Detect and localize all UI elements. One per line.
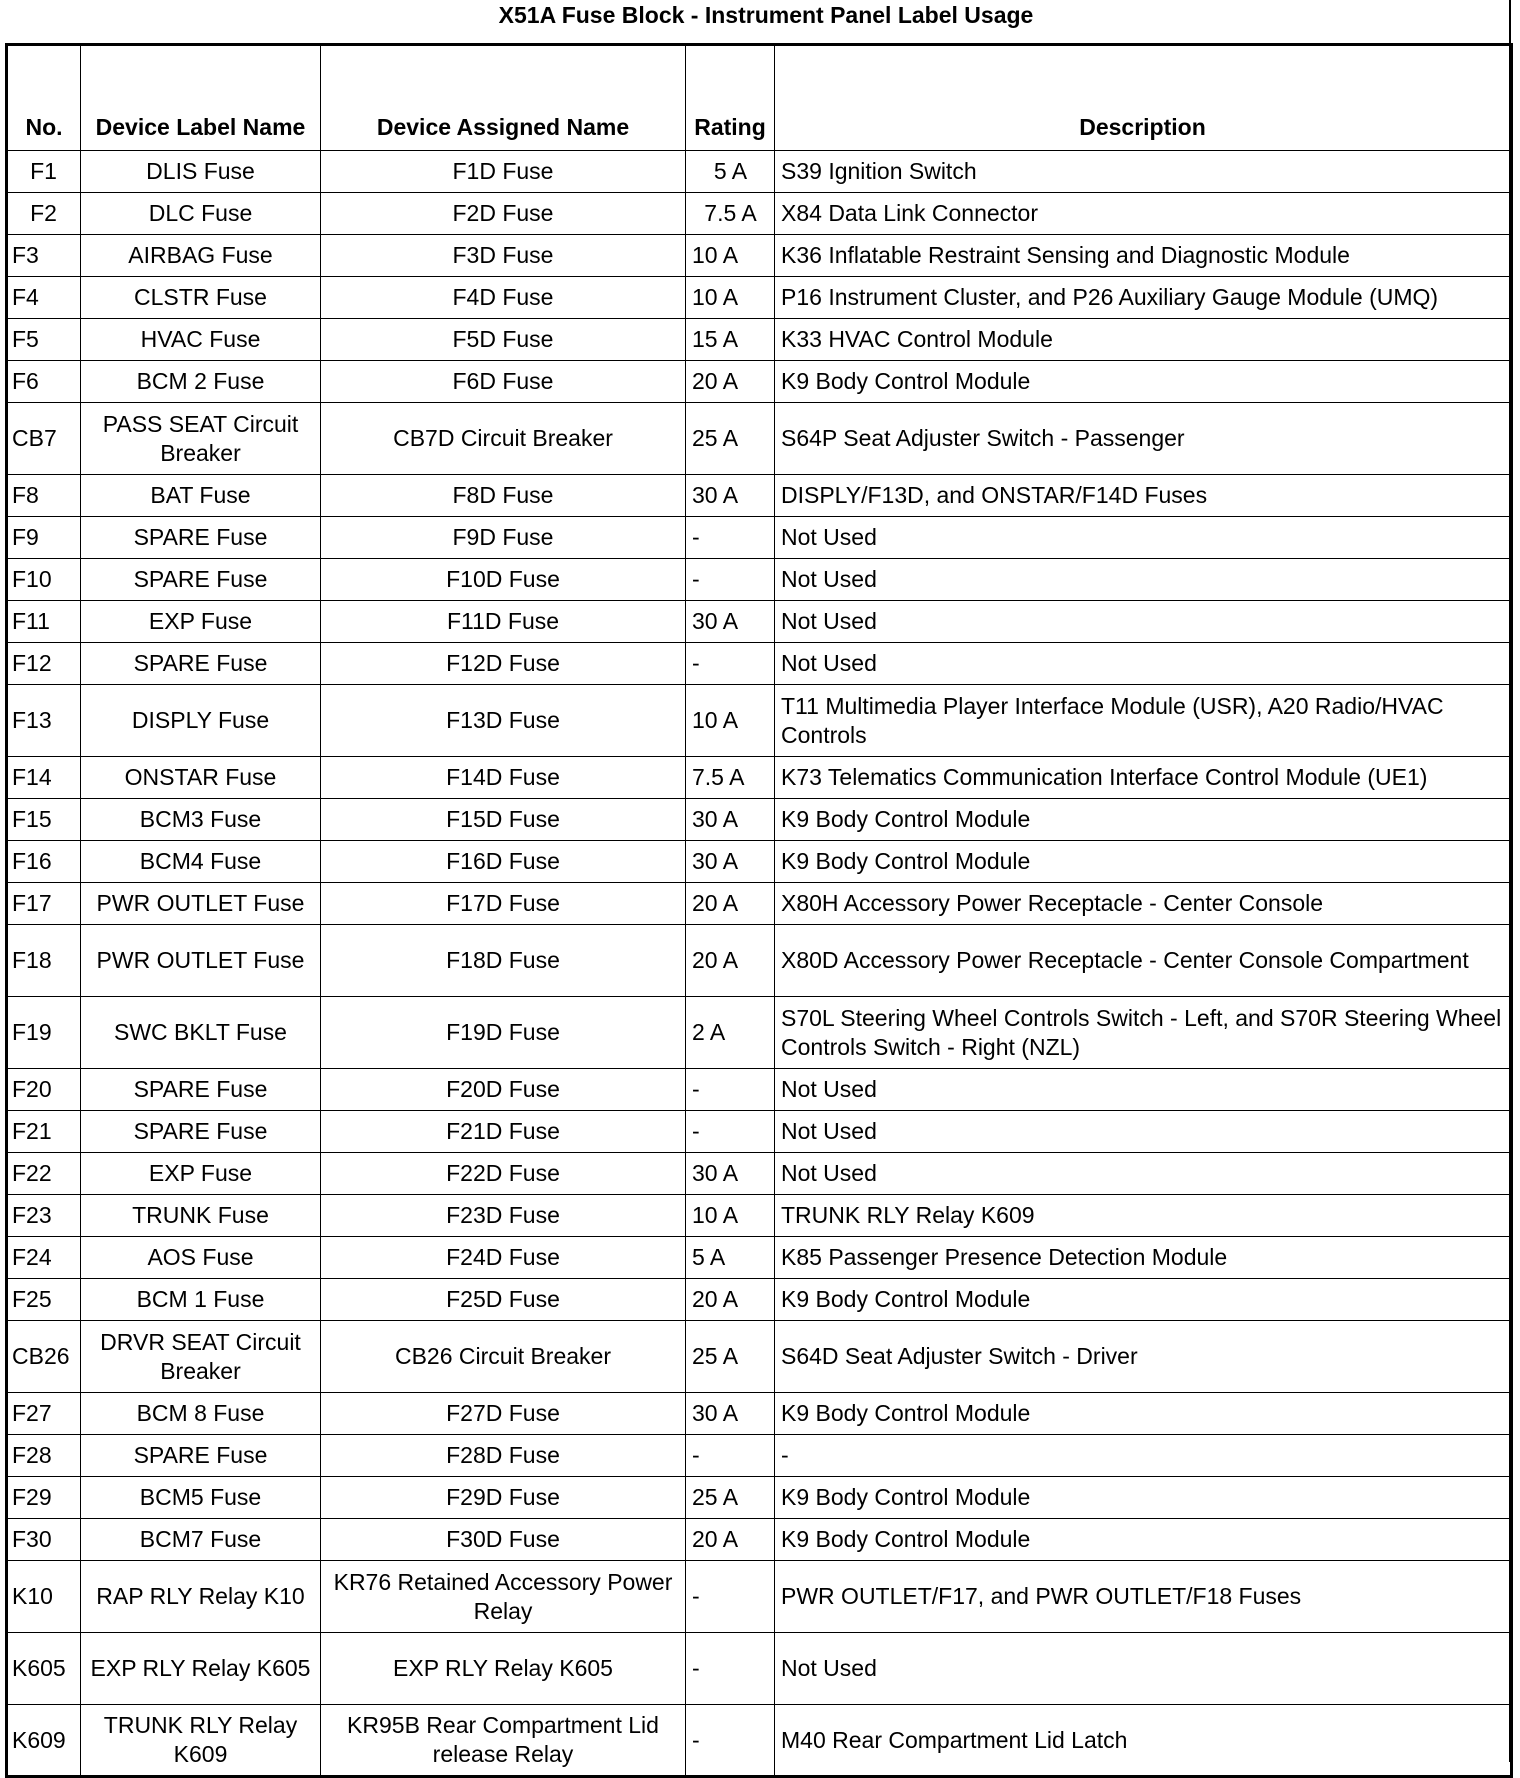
cell-description: K73 Telematics Communication Interface Control Module (UE1) [775, 757, 1512, 799]
cell-device-label-name: DLIS Fuse [81, 151, 321, 193]
cell-device-assigned-name: F16D Fuse [321, 841, 686, 883]
cell-device-label-name: HVAC Fuse [81, 319, 321, 361]
table-row [7, 1195, 1512, 1237]
table-row [7, 883, 1512, 925]
cell-no: F16 [7, 841, 81, 883]
cell-device-label-name: BAT Fuse [81, 475, 321, 517]
table-row [7, 1069, 1512, 1111]
cell-rating: - [686, 1435, 775, 1477]
page-title: X51A Fuse Block - Instrument Panel Label Usage [498, 2, 1034, 28]
table-row [7, 1111, 1512, 1153]
cell-description: Not Used [775, 559, 1512, 601]
cell-device-assigned-name: F20D Fuse [321, 1069, 686, 1111]
cell-device-label-name: RAP RLY Relay K10 [81, 1561, 321, 1633]
cell-device-assigned-name: F1D Fuse [321, 151, 686, 193]
cell-rating: 2 A [686, 997, 775, 1069]
cell-device-assigned-name: F8D Fuse [321, 475, 686, 517]
cell-device-assigned-name: F10D Fuse [321, 559, 686, 601]
table-row [7, 361, 1512, 403]
cell-rating: - [686, 643, 775, 685]
table-row [7, 1705, 1512, 1777]
table-row [7, 1435, 1512, 1477]
cell-rating: 30 A [686, 1153, 775, 1195]
table-row [7, 1279, 1512, 1321]
cell-device-assigned-name: F19D Fuse [321, 997, 686, 1069]
cell-description: K9 Body Control Module [775, 361, 1512, 403]
cell-rating: 30 A [686, 1393, 775, 1435]
cell-description: Not Used [775, 1633, 1512, 1705]
table-row [7, 799, 1512, 841]
table-row [7, 517, 1512, 559]
cell-device-label-name: PASS SEAT Circuit Breaker [81, 403, 321, 475]
header-row [7, 45, 1512, 151]
table-row [7, 1237, 1512, 1279]
cell-device-assigned-name: F9D Fuse [321, 517, 686, 559]
cell-rating: - [686, 1111, 775, 1153]
cell-device-assigned-name: CB7D Circuit Breaker [321, 403, 686, 475]
cell-rating: 5 A [686, 1237, 775, 1279]
cell-device-assigned-name: F15D Fuse [321, 799, 686, 841]
cell-description: P16 Instrument Cluster, and P26 Auxiliary Gauge Module (UMQ) [775, 277, 1512, 319]
cell-no: F11 [7, 601, 81, 643]
table-row [7, 1519, 1512, 1561]
cell-device-assigned-name: F12D Fuse [321, 643, 686, 685]
cell-description: Not Used [775, 601, 1512, 643]
table-row [7, 1393, 1512, 1435]
cell-device-assigned-name: F5D Fuse [321, 319, 686, 361]
cell-rating: 20 A [686, 925, 775, 997]
cell-device-assigned-name: F22D Fuse [321, 1153, 686, 1195]
header-device-assigned-name: Device Assigned Name [321, 45, 686, 151]
table-row [7, 1153, 1512, 1195]
cell-rating: 10 A [686, 277, 775, 319]
cell-no: F14 [7, 757, 81, 799]
fuse-table [5, 43, 1513, 1778]
table-row [7, 235, 1512, 277]
cell-no: F21 [7, 1111, 81, 1153]
table-row [7, 685, 1512, 757]
cell-device-assigned-name: F3D Fuse [321, 235, 686, 277]
cell-no: F12 [7, 643, 81, 685]
cell-rating: - [686, 559, 775, 601]
cell-device-assigned-name: F27D Fuse [321, 1393, 686, 1435]
cell-description: X84 Data Link Connector [775, 193, 1512, 235]
table-row [7, 601, 1512, 643]
cell-device-assigned-name: KR95B Rear Compartment Lid release Relay [321, 1705, 686, 1777]
table-row [7, 193, 1512, 235]
header-device-label-name: Device Label Name [81, 45, 321, 151]
cell-description: K9 Body Control Module [775, 1519, 1512, 1561]
cell-device-label-name: BCM3 Fuse [81, 799, 321, 841]
cell-device-assigned-name: F2D Fuse [321, 193, 686, 235]
cell-device-assigned-name: KR76 Retained Accessory Power Relay [321, 1561, 686, 1633]
cell-no: K605 [7, 1633, 81, 1705]
cell-device-assigned-name: F29D Fuse [321, 1477, 686, 1519]
table-row [7, 841, 1512, 883]
cell-description: K9 Body Control Module [775, 841, 1512, 883]
cell-device-label-name: BCM 2 Fuse [81, 361, 321, 403]
cell-rating: 7.5 A [686, 757, 775, 799]
cell-device-label-name: TRUNK Fuse [81, 1195, 321, 1237]
cell-device-label-name: DISPLY Fuse [81, 685, 321, 757]
cell-device-assigned-name: F24D Fuse [321, 1237, 686, 1279]
cell-device-label-name: EXP Fuse [81, 1153, 321, 1195]
cell-description: DISPLY/F13D, and ONSTAR/F14D Fuses [775, 475, 1512, 517]
cell-device-assigned-name: F18D Fuse [321, 925, 686, 997]
table-row [7, 559, 1512, 601]
cell-rating: 10 A [686, 1195, 775, 1237]
cell-description: K9 Body Control Module [775, 799, 1512, 841]
table-row [7, 1561, 1512, 1633]
cell-device-label-name: PWR OUTLET Fuse [81, 925, 321, 997]
cell-rating: 20 A [686, 1519, 775, 1561]
table-row [7, 997, 1512, 1069]
cell-device-assigned-name: F25D Fuse [321, 1279, 686, 1321]
cell-description: K36 Inflatable Restraint Sensing and Diagnostic Module [775, 235, 1512, 277]
cell-device-assigned-name: F30D Fuse [321, 1519, 686, 1561]
cell-device-label-name: BCM5 Fuse [81, 1477, 321, 1519]
cell-description: S64P Seat Adjuster Switch - Passenger [775, 403, 1512, 475]
cell-device-assigned-name: CB26 Circuit Breaker [321, 1321, 686, 1393]
cell-device-assigned-name: F23D Fuse [321, 1195, 686, 1237]
cell-description: K85 Passenger Presence Detection Module [775, 1237, 1512, 1279]
cell-description: Not Used [775, 643, 1512, 685]
header-rating: Rating [686, 45, 775, 151]
cell-description: S70L Steering Wheel Controls Switch - Left, and S70R Steering Wheel Controls Switch - Right (NZL) [775, 997, 1512, 1069]
header-description: Description [775, 45, 1512, 151]
cell-no: F8 [7, 475, 81, 517]
cell-device-assigned-name: F28D Fuse [321, 1435, 686, 1477]
cell-no: F2 [7, 193, 81, 235]
cell-rating: - [686, 1069, 775, 1111]
table-row [7, 925, 1512, 997]
cell-no: F3 [7, 235, 81, 277]
cell-no: F23 [7, 1195, 81, 1237]
cell-no: F4 [7, 277, 81, 319]
cell-no: F5 [7, 319, 81, 361]
cell-device-assigned-name: EXP RLY Relay K605 [321, 1633, 686, 1705]
cell-device-label-name: AOS Fuse [81, 1237, 321, 1279]
table-row [7, 403, 1512, 475]
cell-no: CB7 [7, 403, 81, 475]
cell-rating: 10 A [686, 235, 775, 277]
cell-device-label-name: SWC BKLT Fuse [81, 997, 321, 1069]
table-row [7, 1633, 1512, 1705]
cell-no: CB26 [7, 1321, 81, 1393]
cell-device-label-name: AIRBAG Fuse [81, 235, 321, 277]
cell-device-label-name: SPARE Fuse [81, 1111, 321, 1153]
cell-device-assigned-name: F14D Fuse [321, 757, 686, 799]
cell-device-label-name: BCM4 Fuse [81, 841, 321, 883]
cell-device-label-name: BCM7 Fuse [81, 1519, 321, 1561]
cell-no: F22 [7, 1153, 81, 1195]
table-row [7, 319, 1512, 361]
cell-description: X80H Accessory Power Receptacle - Center Console [775, 883, 1512, 925]
cell-description: TRUNK RLY Relay K609 [775, 1195, 1512, 1237]
cell-description: Not Used [775, 1153, 1512, 1195]
cell-no: F29 [7, 1477, 81, 1519]
cell-description: K9 Body Control Module [775, 1477, 1512, 1519]
cell-description: K9 Body Control Module [775, 1393, 1512, 1435]
cell-description: Not Used [775, 1111, 1512, 1153]
table-row [7, 643, 1512, 685]
table-row [7, 1321, 1512, 1393]
cell-device-label-name: EXP RLY Relay K605 [81, 1633, 321, 1705]
cell-rating: - [686, 1561, 775, 1633]
cell-device-assigned-name: F11D Fuse [321, 601, 686, 643]
cell-device-label-name: SPARE Fuse [81, 559, 321, 601]
cell-device-assigned-name: F4D Fuse [321, 277, 686, 319]
cell-rating: 25 A [686, 1321, 775, 1393]
cell-rating: - [686, 517, 775, 559]
cell-device-label-name: TRUNK RLY Relay K609 [81, 1705, 321, 1777]
cell-device-label-name: ONSTAR Fuse [81, 757, 321, 799]
cell-rating: 25 A [686, 403, 775, 475]
cell-no: F9 [7, 517, 81, 559]
cell-device-label-name: SPARE Fuse [81, 517, 321, 559]
cell-rating: 20 A [686, 883, 775, 925]
cell-device-label-name: DRVR SEAT Circuit Breaker [81, 1321, 321, 1393]
header-no: No. [7, 45, 81, 151]
cell-rating: 5 A [686, 151, 775, 193]
cell-description: X80D Accessory Power Receptacle - Center Console Compartment [775, 925, 1512, 997]
cell-no: F6 [7, 361, 81, 403]
cell-rating: - [686, 1633, 775, 1705]
cell-device-assigned-name: F21D Fuse [321, 1111, 686, 1153]
cell-no: F13 [7, 685, 81, 757]
table-row [7, 757, 1512, 799]
cell-description: K9 Body Control Module [775, 1279, 1512, 1321]
cell-description: S64D Seat Adjuster Switch - Driver [775, 1321, 1512, 1393]
cell-no: F30 [7, 1519, 81, 1561]
cell-description: T11 Multimedia Player Interface Module (USR), A20 Radio/HVAC Controls [775, 685, 1512, 757]
cell-no: F25 [7, 1279, 81, 1321]
cell-description: S39 Ignition Switch [775, 151, 1512, 193]
cell-device-label-name: CLSTR Fuse [81, 277, 321, 319]
cell-device-label-name: EXP Fuse [81, 601, 321, 643]
cell-device-label-name: PWR OUTLET Fuse [81, 883, 321, 925]
cell-no: F18 [7, 925, 81, 997]
cell-description: Not Used [775, 517, 1512, 559]
cell-rating: - [686, 1705, 775, 1777]
cell-rating: 30 A [686, 799, 775, 841]
cell-device-label-name: BCM 1 Fuse [81, 1279, 321, 1321]
cell-no: F19 [7, 997, 81, 1069]
cell-no: K609 [7, 1705, 81, 1777]
cell-rating: 25 A [686, 1477, 775, 1519]
cell-description: Not Used [775, 1069, 1512, 1111]
cell-rating: 30 A [686, 601, 775, 643]
cell-device-label-name: SPARE Fuse [81, 1069, 321, 1111]
table-row [7, 277, 1512, 319]
cell-rating: 7.5 A [686, 193, 775, 235]
cell-description: K33 HVAC Control Module [775, 319, 1512, 361]
cell-rating: 30 A [686, 841, 775, 883]
cell-description: M40 Rear Compartment Lid Latch [775, 1705, 1512, 1777]
cell-device-label-name: BCM 8 Fuse [81, 1393, 321, 1435]
cell-rating: 20 A [686, 361, 775, 403]
cell-no: F17 [7, 883, 81, 925]
cell-rating: 20 A [686, 1279, 775, 1321]
cell-description: - [775, 1435, 1512, 1477]
cell-no: F24 [7, 1237, 81, 1279]
cell-no: F10 [7, 559, 81, 601]
table-row [7, 151, 1512, 193]
cell-device-label-name: DLC Fuse [81, 193, 321, 235]
cell-rating: 10 A [686, 685, 775, 757]
cell-no: F20 [7, 1069, 81, 1111]
cell-rating: 15 A [686, 319, 775, 361]
table-row [7, 1477, 1512, 1519]
cell-no: F28 [7, 1435, 81, 1477]
table-row [7, 475, 1512, 517]
cell-device-assigned-name: F6D Fuse [321, 361, 686, 403]
cell-no: F15 [7, 799, 81, 841]
cell-device-assigned-name: F17D Fuse [321, 883, 686, 925]
cell-rating: 30 A [686, 475, 775, 517]
cell-description: PWR OUTLET/F17, and PWR OUTLET/F18 Fuses [775, 1561, 1512, 1633]
cell-no: F27 [7, 1393, 81, 1435]
cell-device-label-name: SPARE Fuse [81, 1435, 321, 1477]
cell-no: F1 [7, 151, 81, 193]
cell-device-assigned-name: F13D Fuse [321, 685, 686, 757]
cell-no: K10 [7, 1561, 81, 1633]
cell-device-label-name: SPARE Fuse [81, 643, 321, 685]
